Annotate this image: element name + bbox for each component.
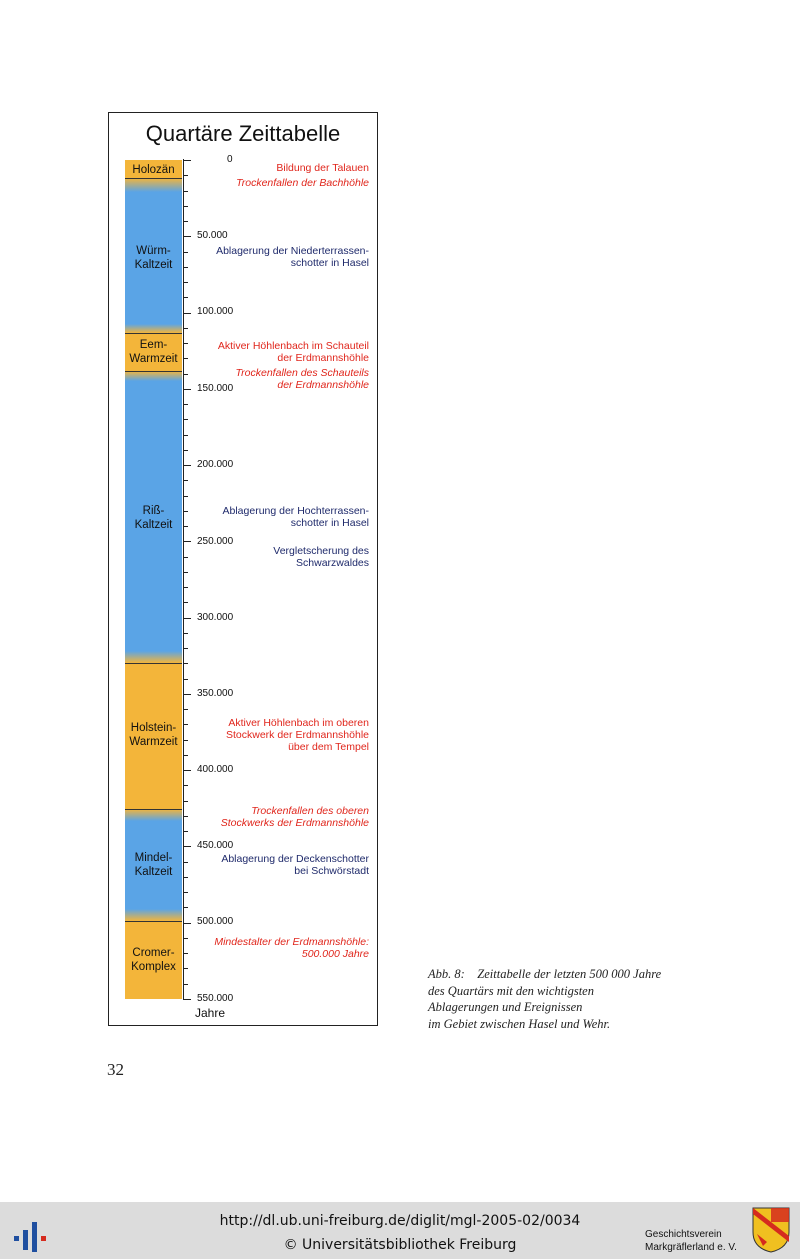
axis-tick [183, 374, 188, 375]
period-boundary [125, 178, 182, 179]
caption-line: im Gebiet zwischen Hasel und Wehr. [428, 1016, 611, 1031]
axis-tick [183, 282, 188, 283]
axis-tick [183, 236, 191, 237]
axis-tick [183, 785, 188, 786]
tick-label: 100.000 [197, 306, 234, 317]
axis-tick [183, 267, 188, 268]
period-boundary [125, 663, 182, 664]
axis-tick [183, 160, 191, 161]
axis-tick [183, 755, 188, 756]
event-note: Aktiver Höhlenbach im Schauteil der Erdmannshöhle [217, 340, 369, 364]
period-label-eem: Eem- Warmzeit [129, 339, 178, 365]
axis-tick [183, 862, 188, 863]
axis-tick [183, 648, 188, 649]
event-note: Trockenfallen des Schauteils der Erdmannshöhle [235, 367, 369, 391]
event-note: Ablagerung der Hochterrassen- schotter in Hasel [222, 505, 369, 529]
tick-label: 450.000 [197, 840, 234, 851]
axis-tick [183, 404, 188, 405]
axis-tick [183, 892, 188, 893]
axis-tick [183, 740, 188, 741]
caption-line: Ablagerungen und Ereignissen [428, 1000, 583, 1014]
axis-tick [183, 770, 191, 771]
period-label-riss: Riß- Kaltzeit [134, 505, 173, 531]
tick-label: 350.000 [197, 688, 234, 699]
axis-tick [183, 252, 188, 253]
period-boundary [125, 333, 182, 334]
document-url-link[interactable]: http://dl.ub.uni-freiburg.de/diglit/mgl-2005-02/0034 [219, 1213, 581, 1229]
axis-tick [183, 953, 188, 954]
axis-tick [183, 923, 191, 924]
axis-tick [183, 343, 188, 344]
coat-of-arms-icon[interactable] [751, 1206, 791, 1254]
event-note: Bildung der Talauen [276, 162, 369, 174]
axis-tick [183, 328, 188, 329]
period-boundary [125, 809, 182, 810]
tick-label: 250.000 [197, 536, 234, 547]
axis-tick [183, 877, 188, 878]
axis-tick [183, 694, 191, 695]
copyright-text: © Universitätsbibliothek Freiburg [283, 1237, 517, 1253]
period-boundary [125, 921, 182, 922]
event-note: Trockenfallen der Bachhöhle [236, 177, 369, 189]
axis-tick [183, 709, 188, 710]
axis-tick [183, 419, 188, 420]
chart-title: Quartäre Zeittabelle [145, 121, 341, 146]
time-table-chart [108, 112, 378, 1026]
axis-tick [183, 602, 188, 603]
time-axis [183, 159, 184, 999]
axis-tick [183, 450, 188, 451]
axis-tick [183, 907, 188, 908]
tick-label: 550.000 [197, 993, 234, 1004]
axis-tick [183, 206, 188, 207]
axis-tick [183, 175, 188, 176]
axis-tick [183, 221, 188, 222]
axis-tick [183, 480, 188, 481]
axis-tick [183, 389, 191, 390]
tick-label: 50.000 [197, 230, 228, 241]
axis-tick [183, 999, 191, 1000]
event-note: Mindestalter der Erdmannshöhle: 500.000 Jahre [214, 936, 369, 960]
society-name[interactable]: Geschichtsverein Markgräflerland e. V. [645, 1229, 737, 1253]
axis-tick [183, 541, 191, 542]
axis-tick [183, 496, 188, 497]
axis-tick [183, 297, 188, 298]
axis-tick [183, 801, 188, 802]
axis-tick [183, 724, 188, 725]
axis-tick [183, 587, 188, 588]
event-note: Ablagerung der Niederterrassen- schotter in Hasel [216, 245, 369, 269]
caption-line: des Quartärs mit den wichtigsten [428, 983, 594, 998]
axis-tick [183, 968, 188, 969]
tick-label: 150.000 [197, 383, 234, 394]
event-note: Aktiver Höhlenbach im oberen Stockwerk der Erdmannshöhle über dem Tempel [226, 717, 369, 753]
axis-tick [183, 358, 188, 359]
axis-tick [183, 511, 188, 512]
period-label-cromer: Cromer- Komplex [131, 947, 176, 973]
axis-tick [183, 938, 188, 939]
tick-label: 0 [227, 154, 233, 165]
axis-tick [183, 618, 191, 619]
event-note: Vergletscherung des Schwarzwaldes [273, 545, 369, 569]
period-label-holstein: Holstein- Warmzeit [129, 722, 178, 748]
axis-tick [183, 984, 188, 985]
tick-label: 300.000 [197, 612, 234, 623]
caption-line: Abb. 8: Zeittabelle der letzten 500 000 Jahre [428, 967, 662, 981]
event-note: Ablagerung der Deckenschotter bei Schwörstadt [221, 853, 369, 877]
axis-tick [183, 679, 188, 680]
axis-tick [183, 465, 191, 466]
axis-tick [183, 846, 191, 847]
period-label-holozaen: Holozän [132, 164, 175, 176]
axis-tick [183, 557, 188, 558]
axis-tick [183, 526, 188, 527]
period-label-wuerm: Würm- Kaltzeit [134, 245, 173, 271]
axis-tick [183, 435, 188, 436]
tick-label: 500.000 [197, 916, 234, 927]
axis-unit: Jahre [195, 1006, 226, 1020]
axis-tick [183, 663, 188, 664]
tick-label: 200.000 [197, 459, 234, 470]
axis-tick [183, 633, 188, 634]
period-label-mindel: Mindel- Kaltzeit [134, 852, 173, 878]
page-number: 32 [107, 1060, 124, 1079]
axis-tick [183, 816, 188, 817]
axis-tick [183, 572, 188, 573]
period-boundary [125, 371, 182, 372]
footer-bar [0, 1202, 800, 1259]
axis-tick [183, 191, 188, 192]
axis-tick [183, 313, 191, 314]
figure-caption [428, 966, 661, 1032]
axis-tick [183, 831, 188, 832]
event-note: Trockenfallen des oberen Stockwerks der Erdmannshöhle [220, 805, 369, 829]
tick-label: 400.000 [197, 764, 234, 775]
